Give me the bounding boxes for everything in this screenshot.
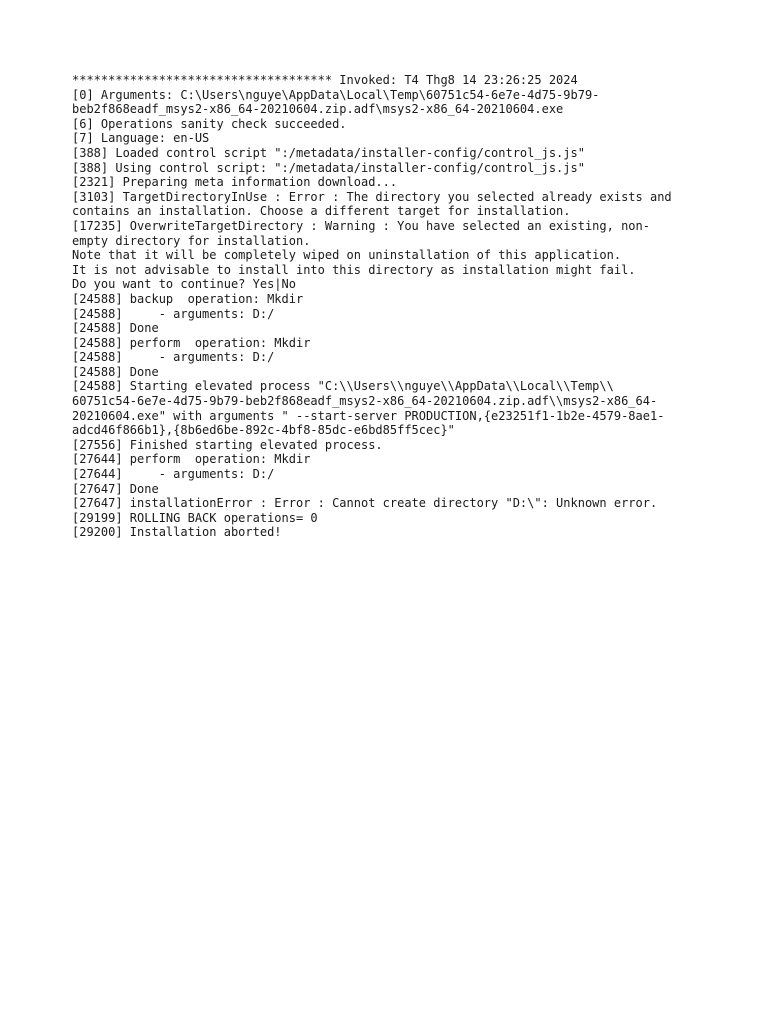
log-line: [24588] perform operation: Mkdir bbox=[72, 335, 311, 350]
log-line: beb2f868eadf_msys2-x86_64-20210604.zip.adf\msys2-x86_64-20210604.exe bbox=[72, 102, 564, 117]
log-line: [17235] OverwriteTargetDirectory : Warning : You have selected an existing, non- bbox=[72, 218, 650, 233]
log-line: [24588] backup operation: Mkdir bbox=[72, 291, 304, 306]
log-line: 20210604.exe" with arguments " --start-server PRODUCTION,{e23251f1-1b2e-4579-8ae1- bbox=[72, 408, 665, 423]
log-line: [3103] TargetDirectoryInUse : Error : The directory you selected already exists and bbox=[72, 189, 672, 204]
log-line: [27644] - arguments: D:/ bbox=[72, 467, 275, 482]
log-line: adcd46f866b1},{8b6ed6be-892c-4bf8-85dc-e6bd85ff5cec}" bbox=[72, 423, 455, 438]
log-line: [388] Loaded control script ":/metadata/installer-config/control_js.js" bbox=[72, 145, 585, 160]
log-line: [27644] perform operation: Mkdir bbox=[72, 452, 311, 467]
log-line: empty directory for installation. bbox=[72, 233, 311, 248]
log-line: Do you want to continue? Yes|No bbox=[72, 277, 296, 292]
log-line: It is not advisable to install into this directory as installation might fail. bbox=[72, 262, 636, 277]
log-line: [24588] Done bbox=[72, 321, 159, 336]
log-line: [2321] Preparing meta information download... bbox=[72, 175, 398, 190]
log-line: [24588] - arguments: D:/ bbox=[72, 350, 275, 365]
log-line: [27647] installationError : Error : Cannot create directory "D:\": Unknown error. bbox=[72, 496, 658, 511]
log-line: [0] Arguments: C:\Users\nguye\AppData\Local\Temp\60751c54-6e7e-4d75-9b79- bbox=[72, 87, 600, 102]
log-line: [29200] Installation aborted! bbox=[72, 525, 282, 540]
log-line: contains an installation. Choose a different target for installation. bbox=[72, 204, 571, 219]
log-line: [27556] Finished starting elevated process. bbox=[72, 437, 383, 452]
log-line: [27647] Done bbox=[72, 481, 159, 496]
log-line: [29199] ROLLING BACK operations= 0 bbox=[72, 510, 318, 525]
log-line: 60751c54-6e7e-4d75-9b79-beb2f868eadf_msys2-x86_64-20210604.zip.adf\\msys2-x86_64- bbox=[72, 394, 658, 409]
log-document bbox=[72, 73, 712, 540]
log-line: [388] Using control script: ":/metadata/installer-config/control_js.js" bbox=[72, 160, 585, 175]
log-line: [24588] Done bbox=[72, 364, 159, 379]
log-line: [6] Operations sanity check succeeded. bbox=[72, 116, 347, 131]
log-line: [24588] - arguments: D:/ bbox=[72, 306, 275, 321]
log-line: Note that it will be completely wiped on uninstallation of this application. bbox=[72, 248, 622, 263]
log-line: [7] Language: en-US bbox=[72, 131, 210, 146]
log-line: ************************************ Invoked: T4 Thg8 14 23:26:25 2024 bbox=[72, 73, 578, 87]
log-line: [24588] Starting elevated process "C:\\Users\\nguye\\AppData\\Local\\Temp\\ bbox=[72, 379, 614, 394]
